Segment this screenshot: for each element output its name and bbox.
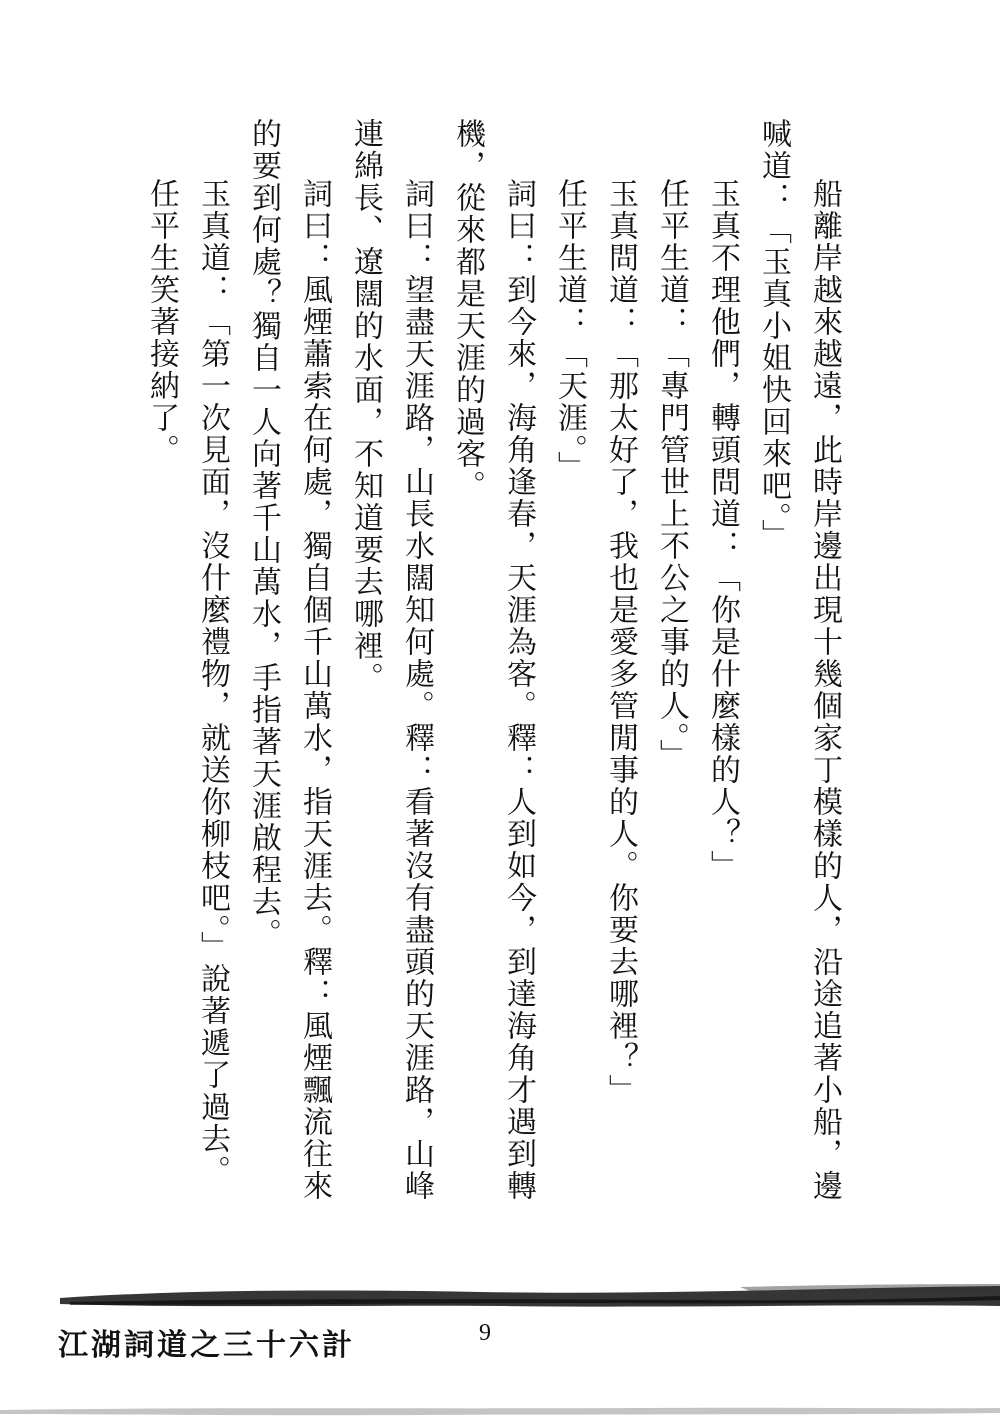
brush-stroke-divider [60,1284,1000,1314]
paragraph: 任平生笑著接納了。 [144,178,179,466]
paragraph: 玉真問道：「那太好了，我也是愛多管閒事的人。你要去哪裡？」 [603,178,638,1106]
paragraph: 玉真不理他們，轉頭問道：「你是什麼樣的人？」 [705,178,740,882]
paragraph: 詞曰：風煙蕭索在何處，獨自個千山萬水，指天涯去。釋：風煙飄流往來的要到何處？獨自一人向著千山萬水，手指著天涯啟程去。 [246,118,332,1202]
page-number: 9 [479,1320,491,1346]
book-title: 江湖詞道之三十六計 [58,1328,355,1363]
bottom-brush-stroke [0,1404,1000,1417]
vertical-text-body [144,118,850,1228]
paragraph: 任平生道：「專門管世上不公之事的人。」 [654,178,689,771]
paragraph: 船離岸越來越遠，此時岸邊出現十幾個家丁模樣的人，沿途追著小船，邊喊道：「玉真小姐快回來吧。」 [756,118,842,1202]
paragraph: 任平生道：「天涯。」 [552,178,587,483]
paragraph: 玉真道：「第一次見面，沒什麼禮物，就送你柳枝吧。」說著遞了過去。 [195,178,230,1187]
paragraph: 詞曰：望盡天涯路，山長水闊知何處。釋：看著沒有盡頭的天涯路，山峰連綿長、遼闊的水面，不知道要去哪裡。 [348,118,434,1202]
paragraph: 詞曰：到今來，海角逢春，天涯為客。釋：人到如今，到達海角才遇到轉機，從來都是天涯的過客。 [450,118,536,1202]
